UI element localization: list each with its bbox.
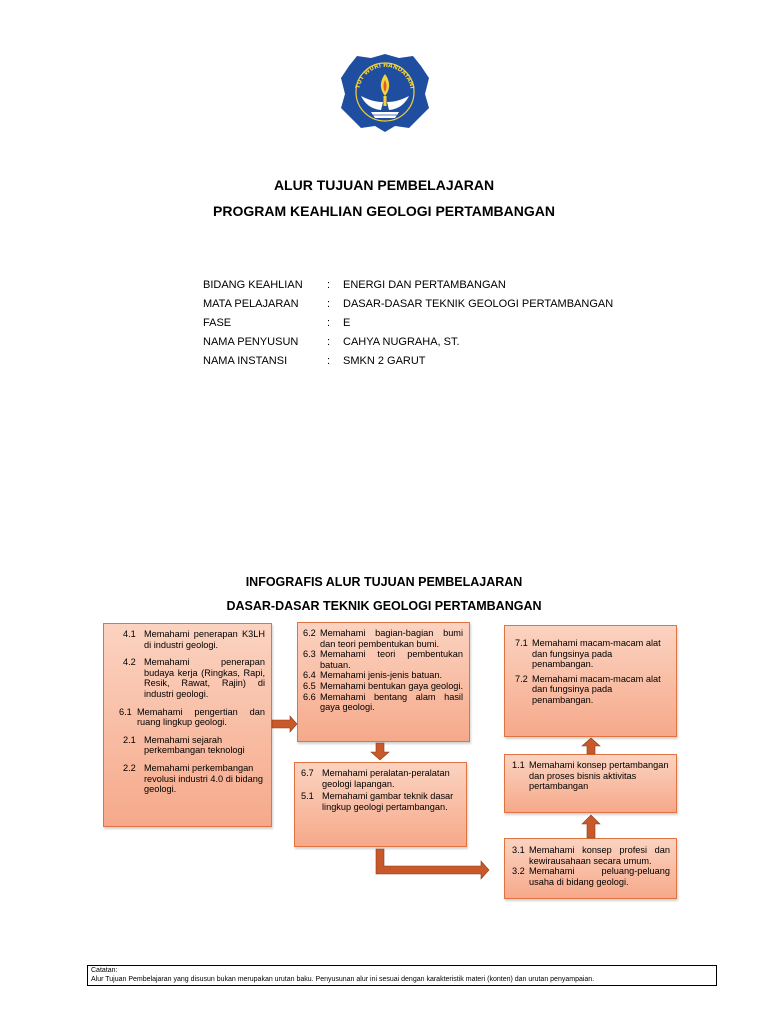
page-subtitle: PROGRAM KEAHLIAN GEOLOGI PERTAMBANGAN: [213, 203, 555, 219]
list-item: 2.2 Memahami perkembangan revolusi industri 4.0 di bidang geologi.: [123, 762, 263, 795]
note-text: Alur Tujuan Pembelajaran yang disusun bukan merupakan urutan baku. Penyusunan alur ini sesuai dengan karakteristik materi (konten) dan urutan penyampaian.: [91, 975, 595, 983]
logo-motto: TUT WURI HANDAYANI: [355, 62, 415, 90]
arrow-elbow-right-icon: [376, 849, 489, 879]
list-item: 3.2 Memahami peluang-peluang usaha di bidang geologi.: [512, 866, 670, 887]
list-item: 5.1 Memahami gambar teknik dasar lingkup geologi pertambangan.: [301, 791, 454, 812]
page-title: ALUR TUJUAN PEMBELAJARAN: [273, 177, 495, 193]
infographic-title: INFOGRAFIS ALUR TUJUAN PEMBELAJARAN: [245, 575, 523, 589]
arrow-up-icon: [582, 815, 600, 838]
list-item: 6.5 Memahami bentukan gaya geologi.: [303, 680, 464, 691]
arrow-up-icon: [582, 738, 600, 754]
note-label: Catatan:: [91, 967, 118, 974]
info-label: FASE: [203, 317, 232, 329]
info-colon: :: [327, 298, 331, 310]
list-item: 3.1 Memahami konsep profesi dan kewirausahaan secara umum.: [512, 845, 670, 866]
info-value: SMKN 2 GARUT: [343, 355, 426, 367]
list-item: 2.1 Memahami sejarah perkembangan teknologi: [123, 734, 245, 756]
list-item: 4.1 Memahami penerapan K3LH di industri geologi.: [123, 629, 265, 650]
info-value: DASAR-DASAR TEKNIK GEOLOGI PERTAMBANGAN: [343, 298, 614, 310]
infographic-subtitle: DASAR-DASAR TEKNIK GEOLOGI PERTAMBANGAN: [226, 599, 542, 613]
info-value: CAHYA NUGRAHA, ST.: [343, 336, 460, 348]
arrow-down-icon: [371, 743, 389, 760]
info-colon: :: [327, 336, 331, 348]
info-value: ENERGI DAN PERTAMBANGAN: [343, 279, 506, 291]
list-item: 6.2 Memahami bagian-bagian bumi dan teori pembentukan bumi.: [303, 628, 463, 649]
info-colon: :: [327, 279, 331, 291]
info-label: MATA PELAJARAN: [203, 298, 299, 310]
note-box: [87, 965, 717, 986]
list-item: 4.2 Memahami penerapan budaya kerja (Ringkas, Rapi, Resik, Rawat, Rajin) di industri geologi.: [123, 657, 265, 699]
list-item: 6.7 Memahami peralatan-peralatan geologi lapangan.: [301, 768, 450, 789]
info-label: NAMA PENYUSUN: [203, 336, 299, 348]
list-item: 6.1 Memahami pengertian dan ruang lingkup geologi.: [119, 706, 265, 728]
info-label: BIDANG KEAHLIAN: [203, 279, 303, 291]
list-item: 1.1 Memahami konsep pertambangan dan proses bisnis aktivitas pertambangan: [512, 760, 669, 792]
info-label: NAMA INSTANSI: [203, 355, 288, 367]
info-value: E: [343, 317, 351, 329]
list-item: 6.6 Memahami bentang alam hasil gaya geologi.: [303, 691, 463, 713]
arrow-right-icon: [272, 716, 297, 732]
info-colon: :: [327, 355, 331, 367]
list-item: 6.3 Memahami teori pembentukan batuan.: [303, 649, 463, 670]
info-colon: :: [327, 317, 331, 329]
list-item: 7.2 Memahami macam-macam alat dan fungsinya pada penambangan.: [515, 673, 661, 705]
list-item: 7.1 Memahami macam-macam alat dan fungsinya pada penambangan.: [515, 638, 661, 670]
list-item: 6.4 Memahami jenis-jenis batuan.: [303, 670, 443, 681]
